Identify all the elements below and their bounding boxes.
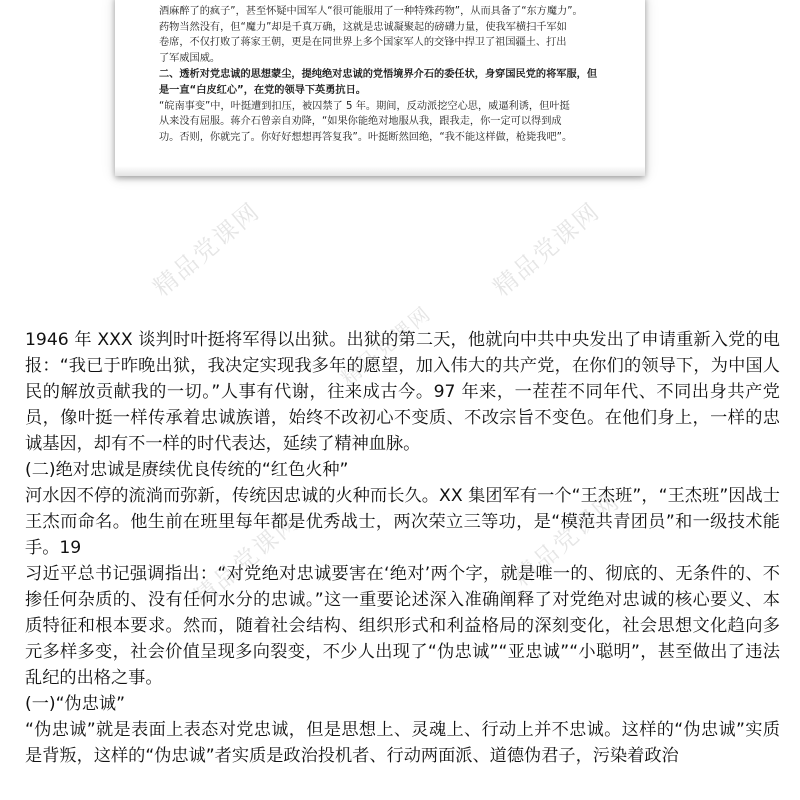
document-page-image — [115, 0, 645, 176]
watermark: 精品党课网 — [487, 196, 606, 302]
paragraph: 1946 年 XXX 谈判时叶挺将军得以出狱。出狱的第二天，他就向中共中央发出了申请重新入党的电报：“我已于昨晚出狱，我决定实现我多年的愿望，加入伟大的共产党，在你们的领导下，为中国人民的解放贡献我的一切。”人事有代谢，往来成古今。97 年来，一茬茬不同年代、不同出身共产党员，像叶挺一样传承着忠诚族谱，始终不改初心不变质、不改宗旨不变色。在他们身上，一样的忠诚基因，却有不一样的时代表达，延续了精神血脉。 — [25, 330, 780, 454]
article-body — [25, 327, 780, 769]
paragraph: 河水因不停的流淌而弥新，传统因忠诚的火种而长久。XX 集团军有一个“王杰班”，“王杰班”因战士王杰而命名。他生前在班里每年都是优秀战士，两次荣立三等功，是“模范共青团员”和一级技术能手。19 — [25, 486, 780, 558]
doc-line: 卷席，不仅打败了蒋家王朝，更是在同世界上多个国家军人的交锋中捍卫了祖国疆土、打出 — [159, 37, 567, 49]
doc-line: 酒麻醉了的疯子”，甚至怀疑中国军人“很可能服用了一种特殊药物”，从而具备了“东方魔力”。 — [159, 5, 583, 17]
watermark: 精品党课网 — [147, 196, 266, 302]
doc-line: “皖南事变”中，叶挺遭到扣压，被囚禁了 5 年。期间，反动派挖空心思，威逼利诱，但叶挺 — [159, 100, 570, 112]
doc-section-heading: 二、透析对党忠诚的思想蒙尘，提纯绝对忠诚的党悟境界介石的委任状，身穿国民党的将军服，但是一直“白皮红心”，在党的领导下英勇抗日。 — [159, 68, 598, 96]
section-heading: (二)绝对忠诚是赓续优良传统的“红色火种” — [25, 460, 349, 480]
document-page-text — [159, 0, 607, 146]
watermark: 精品党课网 — [507, 486, 626, 592]
paragraph: “伪忠诚”就是表面上表态对党忠诚，但是思想上、灵魂上、行动上并不忠诚。这样的“伪忠诚”实质是背叛，这样的“伪忠诚”者实质是政治投机者、行动两面派、道德伪君子，污染着政治 — [25, 720, 780, 766]
doc-line: 从来没有屈服。蒋介石曾亲自劝降，“如果你能绝对地服从我，跟我走，你一定可以得到成 — [159, 116, 562, 128]
doc-line: 了军威国威。 — [159, 53, 221, 65]
doc-line: 功。否则，你就完了。你好好想想再答复我”。叶挺断然回绝，“我不能这样做，枪毙我吧”。 — [159, 132, 573, 144]
doc-line: 药物当然没有，但“魔力”却是千真万确，这就是忠诚凝聚起的磅礴力量，使我军横扫千军如 — [159, 21, 567, 33]
watermark: 精品党课网 — [187, 506, 306, 612]
paragraph: 习近平总书记强调指出：“对党绝对忠诚要害在‘绝对’两个字，就是唯一的、彻底的、无条件的、不掺任何杂质的、没有任何水分的忠诚。”这一重要论述深入准确阐释了对党绝对忠诚的核心要义、本质特征和根本要求。然而，随着社会结构、组织形式和利益格局的深刻变化，社会思想文化趋向多元多样多变，社会价值呈现多向裂变，不少人出现了“伪忠诚”“亚忠诚”“小聪明”，甚至做出了违法乱纪的出格之事。 — [25, 564, 780, 688]
section-heading: (一)“伪忠诚” — [25, 694, 125, 714]
watermark: 精品党课网 — [336, 301, 436, 391]
page-shadow-edge — [115, 166, 645, 176]
